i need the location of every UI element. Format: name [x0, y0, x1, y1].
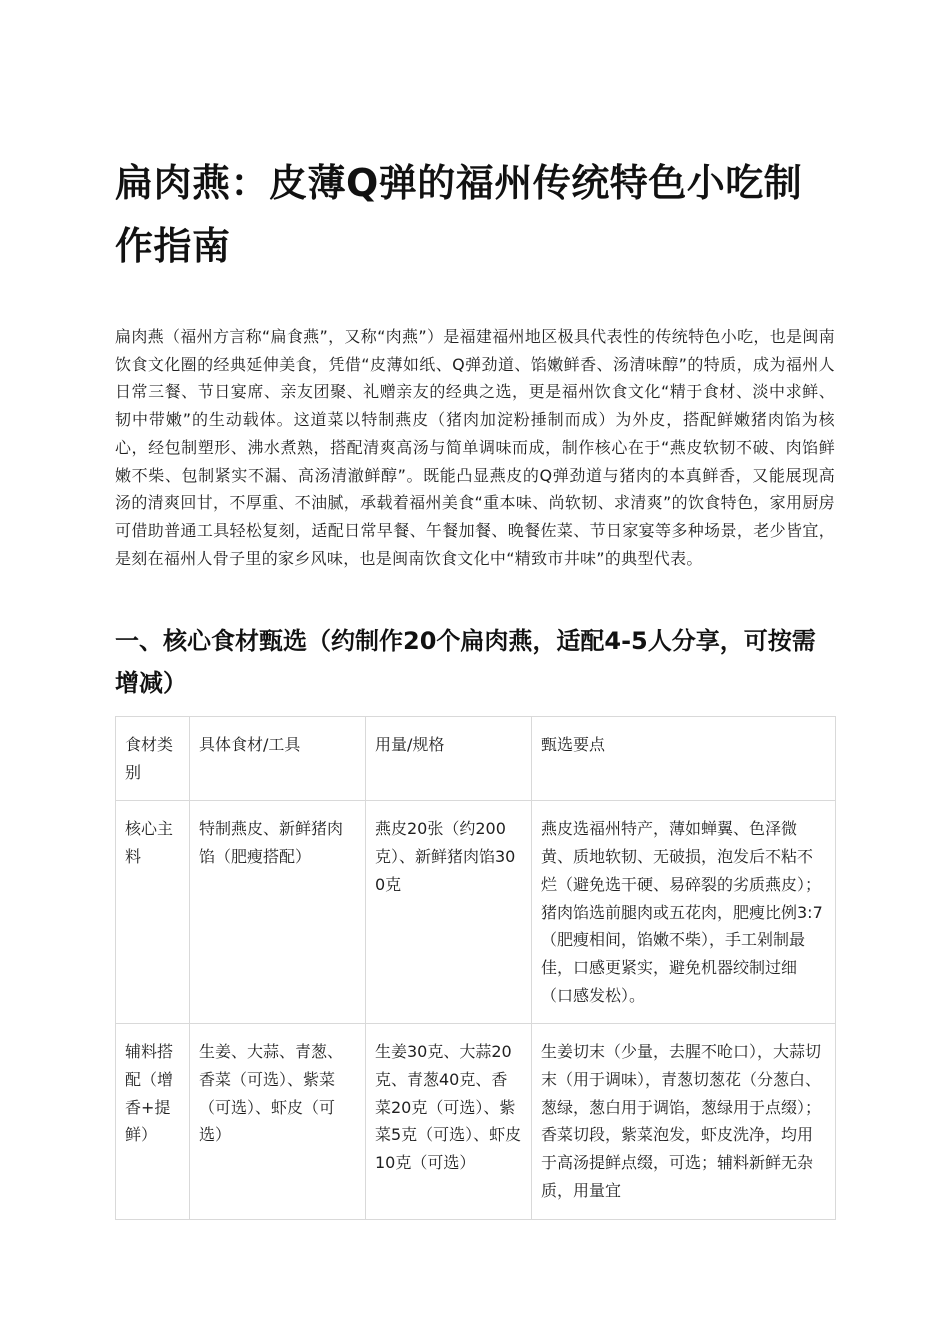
page-title: 扁肉燕：皮薄Q弹的福州传统特色小吃制作指南 — [115, 161, 803, 268]
section-heading-ingredients: 一、核心食材甄选（约制作20个扁肉燕，适配4-5人分享，可按需增减） — [115, 627, 816, 697]
intro-paragraph: 扁肉燕（福州方言称“扁食燕”，又称“肉燕”）是福建福州地区极具代表性的传统特色小吃，也是闽南饮食文化圈的经典延伸美食，凭借“皮薄如纸、Q弹劲道、馅嫩鲜香、汤清味醇”的特质，成为福州人日常三餐、节日宴席、亲友团聚、礼赠亲友的经典之选，更是福州饮食文化“精于食材、淡中求鲜、韧中带嫩”的生动载体。这道菜以特制燕皮（猪肉加淀粉捶制而成）为外皮，搭配鲜嫩猪肉馅为核心，经包制塑形、沸水煮熟，搭配清爽高汤与简单调味而成，制作核心在于“燕皮软韧不破、肉馅鲜嫩不柴、包制紧实不漏、高汤清澈鲜醇”。既能凸显燕皮的Q弹劲道与猪肉的本真鲜香，又能展现高汤的清爽回甘，不厚重、不油腻，承载着福州美食“重本味、尚软韧、求清爽”的饮食特色，家用厨房可借助普通工具轻松复刻，适配日常早餐、午餐加餐、晚餐佐菜、节日家宴等多种场景，老少皆宜，是刻在福州人骨子里的家乡风味，也是闽南饮食文化中“精致市井味”的典型代表。 — [115, 327, 835, 568]
header-cell-tips: 甄选要点 — [532, 717, 836, 801]
cell-amount: 燕皮20张（约200克）、新鲜猪肉馅300克 — [366, 801, 532, 1024]
header-cell-category: 食材类别 — [116, 717, 190, 801]
cell-tips: 生姜切末（少量，去腥不呛口），大蒜切末（用于调味），青葱切葱花（分葱白、葱绿，葱白用于调馅，葱绿用于点缀）；香菜切段，紫菜泡发，虾皮洗净，均用于高汤提鲜点缀，可选；辅料新鲜无杂质，用量宜 — [532, 1024, 836, 1219]
cell-items: 特制燕皮、新鲜猪肉馅（肥瘦搭配） — [190, 801, 366, 1024]
cell-items: 生姜、大蒜、青葱、香菜（可选）、紫菜（可选）、虾皮（可选） — [190, 1024, 366, 1219]
header-cell-amount: 用量/规格 — [366, 717, 532, 801]
table-header-row — [116, 717, 836, 801]
cell-category: 辅料搭配（增香+提鲜） — [116, 1024, 190, 1219]
cell-category: 核心主料 — [116, 801, 190, 1024]
table-row — [116, 801, 836, 1024]
ingredient-table — [115, 716, 836, 1220]
header-cell-items: 具体食材/工具 — [190, 717, 366, 801]
cell-amount: 生姜30克、大蒜20克、青葱40克、香菜20克（可选）、紫菜5克（可选）、虾皮10克（可选） — [366, 1024, 532, 1219]
table-row — [116, 1024, 836, 1219]
cell-tips: 燕皮选福州特产，薄如蝉翼、色泽微黄、质地软韧、无破损，泡发后不粘不烂（避免选干硬、易碎裂的劣质燕皮）；猪肉馅选前腿肉或五花肉，肥瘦比例3:7（肥瘦相间，馅嫩不柴），手工剁制最佳，口感更紧实，避免机器绞制过细（口感发松）。 — [532, 801, 836, 1024]
